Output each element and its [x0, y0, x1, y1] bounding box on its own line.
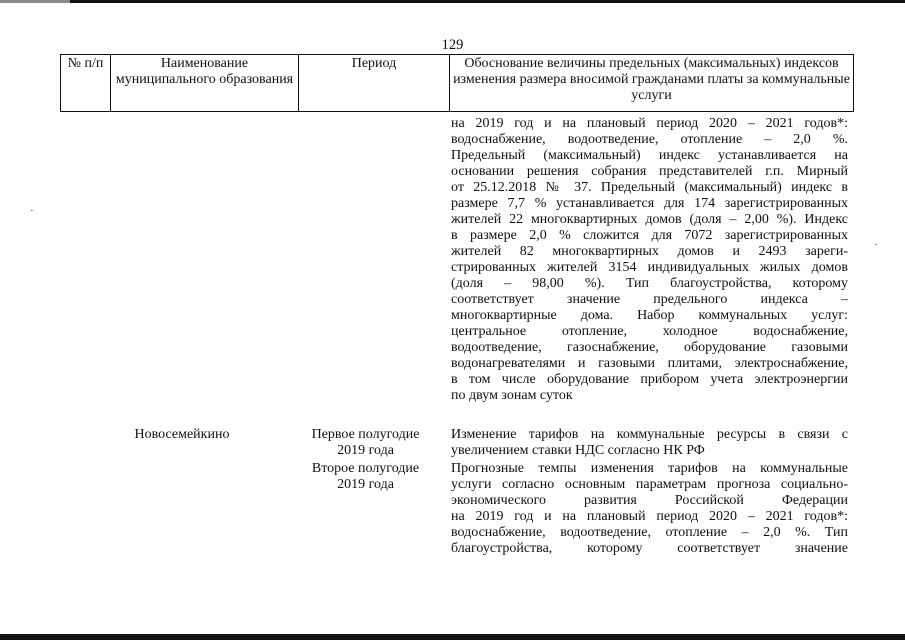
header-col-period: Период — [299, 55, 450, 112]
page-number: 129 — [441, 37, 464, 53]
justification-line: водоотведение, газоснабжение, оборудование газовыми — [451, 340, 848, 355]
header-col-municipality: Наименование муниципального образования — [111, 55, 299, 112]
justification-line: в том числе оборудование прибором учета электроэнергии — [451, 372, 848, 387]
justification-line: на 2019 год и на плановый период 2020 – 2021 годов*: — [451, 116, 848, 131]
justification-line: соответствует значение предельного индекса – — [451, 292, 848, 307]
justification-line: по двум зонам суток — [451, 388, 573, 403]
header-col-justification: Обоснование величины предельных (максимальных) индексов изменения размера вносимой гражданами платы за коммунальные услуги — [450, 55, 854, 112]
table-header — [60, 54, 854, 112]
justification-line: размере 7,7 % устанавливается для 174 зарегистрированных — [451, 196, 848, 211]
header-col-number: № п/п — [61, 55, 111, 112]
top-border-rule — [0, 0, 905, 3]
justification-line: центральное отопление, холодное водоснабжение, — [451, 324, 848, 339]
justification-second-half — [451, 461, 848, 557]
scan-speck: · — [30, 205, 34, 217]
municipality-name: Новосемейкино — [134, 427, 230, 442]
justification-line: в размере 2,0 % сложится для 7072 зарегистрированных — [451, 228, 848, 243]
justification-line: услуги согласно основным параметрам прогноза социально- — [451, 477, 848, 492]
justification-line: стрированных жителей 3154 индивидуальных жилых домов — [451, 260, 848, 275]
justification-line: водоснабжение, водоотведение, отопление – 2,0 %. Тип — [451, 525, 848, 540]
scan-speck: · — [874, 239, 878, 251]
period-second-half: Второе полугодие 2019 года — [311, 461, 420, 492]
table-header-row — [61, 55, 854, 112]
justification-line: жителей 22 многоквартирных домов (доля – 2,00 %). Индекс — [451, 212, 848, 227]
justification-line: (доля – 98,00 %). Тип благоустройства, которому — [451, 276, 848, 291]
justification-line: Предельный (максимальный) индекс устанавливается на — [451, 148, 848, 163]
top-border-rule-faded — [0, 0, 70, 3]
justification-line: основании решения собрания представителей г.п. Мирный — [451, 164, 848, 179]
justification-line: экономического развития Российской Федерации — [451, 493, 848, 508]
justification-line: водонагревателями и газовыми плитами, электроснабжение, — [451, 356, 848, 371]
justification-line: от 25.12.2018 № 37. Предельный (максимальный) индекс в — [451, 180, 848, 195]
bottom-border-rule — [0, 634, 905, 640]
justification-line: на 2019 год и на плановый период 2020 – 2021 годов*: — [451, 509, 848, 524]
period-first-half: Первое полугодие 2019 года — [311, 427, 420, 458]
justification-line: Прогнозные темпы изменения тарифов на коммунальные — [451, 461, 848, 476]
justification-line: увеличением ставки НДС согласно НК РФ — [451, 443, 705, 458]
justification-line: водоснабжение, водоотведение, отопление – 2,0 %. — [451, 132, 848, 147]
justification-line: благоустройства, которому соответствует значение — [451, 541, 848, 556]
justification-first-half — [451, 427, 848, 459]
justification-line: многоквартирные дома. Набор коммунальных услуг: — [451, 308, 848, 323]
continuation-justification — [451, 116, 848, 404]
justification-line: жителей 82 многоквартирных домов и 2493 зареги- — [451, 244, 848, 259]
justification-line: Изменение тарифов на коммунальные ресурсы в связи с — [451, 427, 848, 442]
